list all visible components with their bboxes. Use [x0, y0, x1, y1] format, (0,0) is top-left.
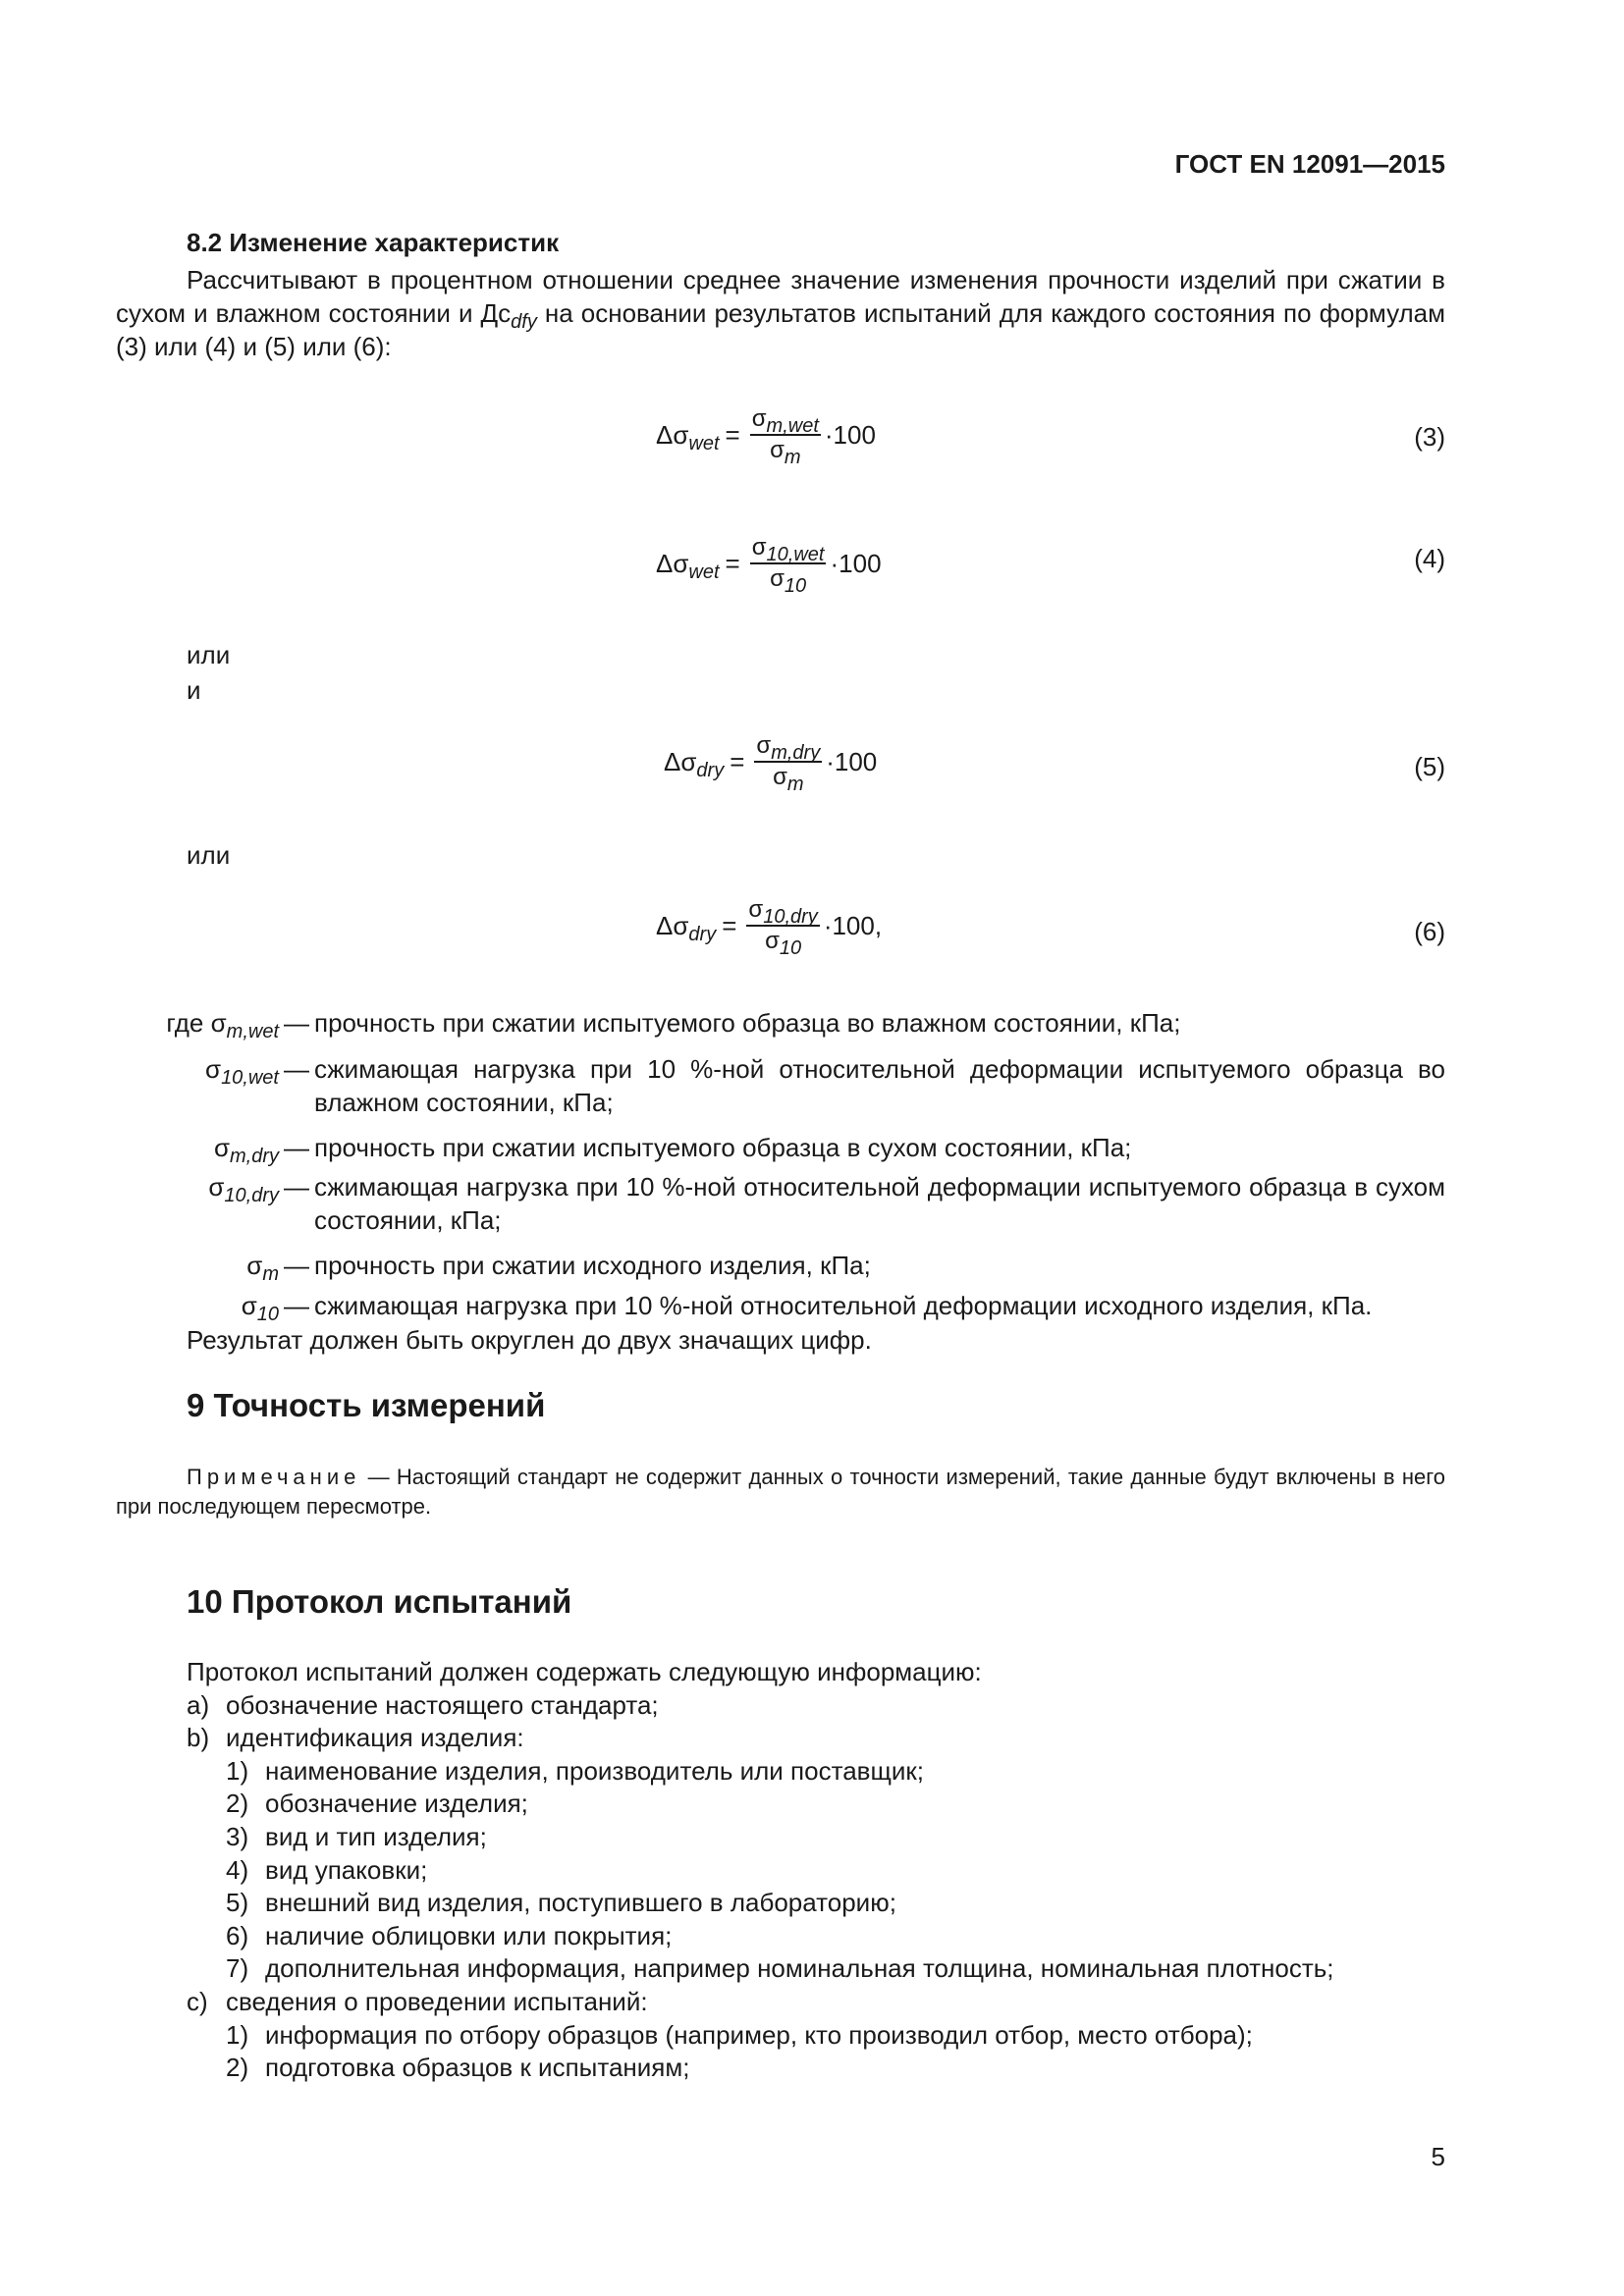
- equation-number-3: (3): [1414, 422, 1445, 452]
- equals-sign: =: [725, 420, 740, 450]
- formula-4: [656, 533, 882, 597]
- formula-factor: ·100,: [823, 911, 883, 940]
- list-item: 7) дополнительная информация, например номинальная толщина, номинальная плотность;: [226, 1953, 1334, 1984]
- page-number: 5: [1431, 2142, 1445, 2171]
- definition-symbol: $\sigma_m$: [246, 1251, 279, 1285]
- list-item: 3) вид и тип изделия;: [226, 1821, 487, 1851]
- formula-lhs: $\Delta\sigma_{wet}$: [656, 420, 720, 454]
- definition-text: сжимающая нагрузка при 10 %-ной относительной деформации испытуемого образца в сухом состоянии, кПа;: [314, 1172, 1445, 1235]
- paragraph-text-part1: Рассчитывают в процентном отношении среднее значение изменения прочности изделий при сжатии в сухом и влажном состоянии и Дс: [116, 265, 1445, 328]
- paragraph-text-part2: на основании результатов испытаний для каждого состояния по формулам (3) или (4) и (5) или (6):: [116, 298, 1446, 361]
- section-8-2-title: 8.2 Изменение характеристик: [187, 228, 560, 257]
- formula-lhs: $\Delta\sigma_{wet}$: [656, 549, 720, 583]
- definition-row: [116, 1249, 1445, 1285]
- formula-factor: ·100: [826, 747, 878, 776]
- equation-number-4: (4): [1414, 544, 1445, 573]
- definition-symbol: $\sigma_{m,dry}$: [213, 1133, 279, 1167]
- list-item: 2) обозначение изделия;: [226, 1789, 528, 1819]
- list-item: 6) наличие облицовки или покрытия;: [226, 1920, 673, 1950]
- list-item: 4) вид упаковки;: [226, 1854, 428, 1885]
- formula-fraction: $\frac{\sigma_{m,wet}}{\sigma_m}$: [751, 405, 819, 468]
- definition-symbol: $\sigma_{10}$: [241, 1291, 279, 1325]
- section-9-note: [116, 1463, 1445, 1522]
- definition-row: [116, 1289, 1445, 1325]
- formula-lhs: $\Delta\sigma_{dry}$: [664, 747, 725, 781]
- definition-row: [116, 1052, 1445, 1119]
- result-rounding-note: Результат должен быть округлен до двух значащих цифр.: [187, 1325, 872, 1355]
- definition-dash: —: [284, 1172, 309, 1201]
- definition-symbol: где $\sigma_{m,wet}$: [166, 1008, 279, 1042]
- equation-number-5: (5): [1414, 752, 1445, 781]
- note-label: Примечание: [187, 1465, 361, 1489]
- formula-6: [656, 895, 883, 959]
- list-item: Протокол испытаний должен содержать следующую информацию:: [187, 1657, 982, 1686]
- definition-text: сжимающая нагрузка при 10 %-ной относительной деформации исходного изделия, кПа.: [314, 1291, 1373, 1320]
- definition-text: прочность при сжатии испытуемого образца в сухом состоянии, кПа;: [314, 1133, 1132, 1162]
- list-item: a) обозначение настоящего стандарта;: [187, 1689, 659, 1720]
- list-item: 1) информация по отбору образцов (например, кто производил отбор, место отбора);: [226, 2019, 1253, 2050]
- formula-3: [656, 404, 876, 468]
- list-item: c) сведения о проведении испытаний:: [187, 1986, 648, 2016]
- definition-text: прочность при сжатии исходного изделия, кПа;: [314, 1251, 871, 1280]
- definition-row: [116, 1170, 1445, 1237]
- definition-text: сжимающая нагрузка при 10 %-ной относительной деформации испытуемого образца во влажном состоянии, кПа;: [314, 1054, 1445, 1117]
- definition-dash: —: [284, 1251, 309, 1280]
- definition-dash: —: [284, 1291, 309, 1320]
- definition-text: прочность при сжатии испытуемого образца во влажном состоянии, кПа;: [314, 1008, 1181, 1038]
- definition-symbol: $\sigma_{10,wet}$: [205, 1054, 279, 1089]
- definition-dash: —: [284, 1133, 309, 1162]
- conjunction-or-2: или: [187, 840, 231, 870]
- definition-symbol: $\sigma_{10,dry}$: [208, 1172, 279, 1206]
- section-8-2-paragraph: [116, 263, 1445, 363]
- document-header: ГОСТ EN 12091—2015: [1174, 149, 1445, 179]
- formula-lhs: $\Delta\sigma_{dry}$: [656, 911, 717, 945]
- list-item: 1) наименование изделия, производитель или поставщик;: [226, 1755, 924, 1786]
- equals-sign: =: [730, 747, 745, 776]
- definition-dash: —: [284, 1054, 309, 1084]
- definition-row: [116, 1006, 1445, 1040]
- definition-dash: —: [284, 1008, 309, 1038]
- note-text: — Настоящий стандарт не содержит данных о точности измерений, такие данные будут включены в него при последующем пересмотре.: [116, 1465, 1445, 1519]
- formula-fraction: $\frac{\sigma_{10,wet}}{\sigma_{10}}$: [751, 534, 825, 597]
- section-10-title: 10 Протокол испытаний: [187, 1583, 572, 1620]
- equals-sign: =: [725, 549, 740, 578]
- list-item: 5) внешний вид изделия, поступившего в лабораторию;: [226, 1888, 896, 1918]
- formula-fraction: $\frac{\sigma_{10,dry}}{\sigma_{10}}$: [748, 896, 818, 959]
- conjunction-and: и: [187, 675, 201, 705]
- equation-number-6: (6): [1414, 917, 1445, 946]
- paragraph-subscript: dfy: [511, 311, 537, 333]
- formula-5: [664, 731, 878, 795]
- conjunction-or-1: или: [187, 640, 231, 669]
- list-item: b) идентификация изделия:: [187, 1723, 524, 1753]
- section-9-title: 9 Точность измерений: [187, 1387, 546, 1423]
- test-report-list: [187, 1655, 1463, 2084]
- list-item: 2) подготовка образцов к испытаниям;: [226, 2053, 690, 2083]
- formula-factor: ·100: [830, 549, 882, 578]
- formula-fraction: $\frac{\sigma_{m,dry}}{\sigma_m}$: [756, 732, 821, 795]
- definition-row: [116, 1131, 1445, 1167]
- formula-factor: ·100: [824, 420, 876, 450]
- equals-sign: =: [722, 911, 737, 940]
